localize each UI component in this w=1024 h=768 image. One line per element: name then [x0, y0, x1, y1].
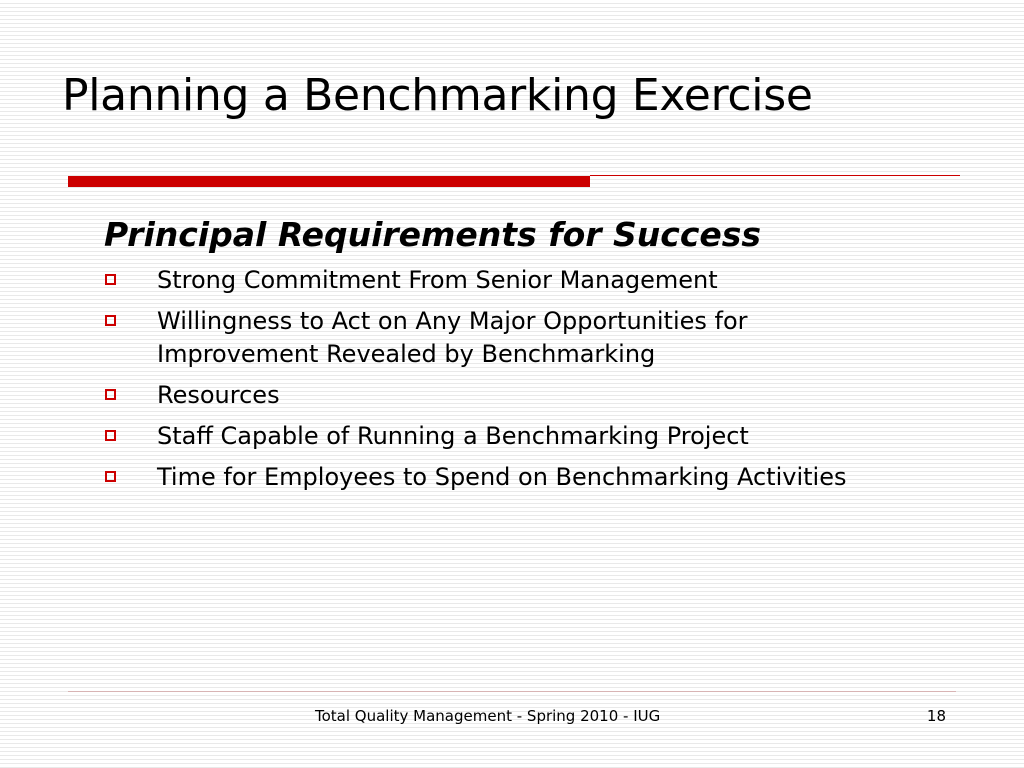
bullet-text: Time for Employees to Spend on Benchmarking Activities: [157, 463, 847, 491]
bullet-item: [104, 305, 904, 371]
hollow-square-bullet-icon: [105, 430, 116, 441]
bullet-item: [104, 379, 904, 412]
bullet-text: Willingness to Act on Any Major Opportunities for Improvement Revealed by Benchmarking: [157, 307, 748, 368]
bullet-item: [104, 461, 904, 494]
slide-subtitle: Principal Requirements for Success: [104, 215, 762, 254]
hollow-square-bullet-icon: [105, 389, 116, 400]
bullet-text: Strong Commitment From Senior Management: [157, 266, 718, 294]
bullet-list: [104, 264, 904, 494]
page-number: 18: [926, 707, 946, 725]
hollow-square-bullet-icon: [105, 315, 116, 326]
hollow-square-bullet-icon: [105, 471, 116, 482]
bullet-text: Staff Capable of Running a Benchmarking Project: [157, 422, 749, 450]
hollow-square-bullet-icon: [105, 274, 116, 285]
slide-content: [104, 212, 904, 502]
title-underline-thin: [590, 175, 960, 176]
footer-divider: [68, 691, 956, 692]
bullet-item: [104, 420, 904, 453]
slide-title: Planning a Benchmarking Exercise: [62, 70, 813, 121]
title-underline-thick: [68, 176, 590, 187]
footer-text: Total Quality Management - Spring 2010 - IUG: [315, 707, 661, 725]
bullet-text: Resources: [157, 381, 280, 409]
bullet-item: [104, 264, 904, 297]
